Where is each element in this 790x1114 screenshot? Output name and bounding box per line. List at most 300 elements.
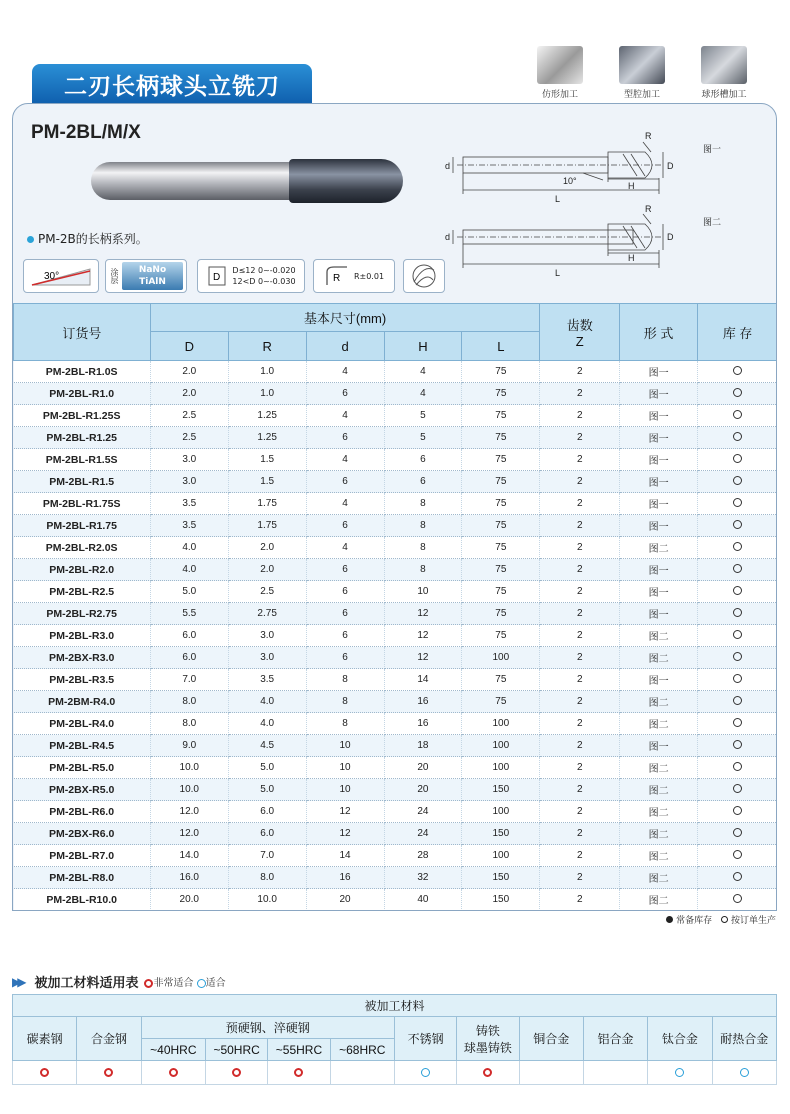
order-circle-icon <box>733 762 742 771</box>
mat-mark-0 <box>13 1061 77 1085</box>
table-row <box>14 383 778 405</box>
fig2-d-label: d <box>445 232 451 242</box>
cell-H: 16 <box>384 713 462 735</box>
col-header-flutes: 齿数 Z <box>540 304 620 361</box>
cell-d: 6 <box>306 581 384 603</box>
cell-R: 10.0 <box>228 889 306 911</box>
table-row <box>14 669 778 691</box>
cell-D: 3.0 <box>150 449 228 471</box>
cell-Z: 2 <box>540 757 620 779</box>
materials-heading: ▶▶ 被加工材料适用表 非常适合 适合 <box>12 974 226 991</box>
double-circle-icon <box>169 1068 178 1077</box>
cell-H: 20 <box>384 779 462 801</box>
cell-Z: 2 <box>540 603 620 625</box>
cell-L: 100 <box>462 845 540 867</box>
cell-stock <box>698 801 777 823</box>
mat-mark-11 <box>712 1061 776 1085</box>
order-circle-icon <box>733 520 742 529</box>
cell-D: 5.0 <box>150 581 228 603</box>
cell-code: PM-2BX-R6.0 <box>14 823 151 845</box>
col-header-dims: 基本尺寸(mm) <box>150 304 539 332</box>
cell-D: 9.0 <box>150 735 228 757</box>
cell-form: 图二 <box>620 757 698 779</box>
cell-stock <box>698 603 777 625</box>
table-row <box>14 801 778 823</box>
fig1-label: 图一 <box>703 144 722 154</box>
product-description: PM-2B的长柄系列。 <box>27 230 148 247</box>
cell-form: 图一 <box>620 471 698 493</box>
single-circle-icon <box>197 979 206 988</box>
cell-Z: 2 <box>540 691 620 713</box>
table-row <box>14 823 778 845</box>
cell-stock <box>698 427 777 449</box>
col-header-d: d <box>306 332 384 361</box>
materials-table <box>12 994 777 1085</box>
cell-D: 2.5 <box>150 427 228 449</box>
table-row <box>14 867 778 889</box>
order-circle-icon <box>733 454 742 463</box>
order-circle-icon <box>733 806 742 815</box>
mat-mark-1 <box>77 1061 141 1085</box>
order-circle-icon <box>733 586 742 595</box>
cell-Z: 2 <box>540 559 620 581</box>
cell-D: 3.0 <box>150 471 228 493</box>
cell-L: 75 <box>462 625 540 647</box>
cell-form: 图二 <box>620 625 698 647</box>
coating-name: NaNo TiAlN <box>122 262 183 290</box>
cell-L: 100 <box>462 713 540 735</box>
mat-col-6: 不锈钢 <box>394 1017 456 1061</box>
cell-form: 图二 <box>620 713 698 735</box>
svg-text:D: D <box>213 272 221 283</box>
order-circle-icon <box>733 894 742 903</box>
cell-H: 16 <box>384 691 462 713</box>
cell-L: 75 <box>462 383 540 405</box>
cell-Z: 2 <box>540 669 620 691</box>
col-header-D: D <box>150 332 228 361</box>
cell-Z: 2 <box>540 361 620 383</box>
cell-D: 3.5 <box>150 515 228 537</box>
table-row <box>14 845 778 867</box>
cell-L: 75 <box>462 581 540 603</box>
cell-L: 75 <box>462 537 540 559</box>
end-mill-head-photo <box>289 159 403 203</box>
cell-code: PM-2BL-R1.5 <box>14 471 151 493</box>
radius-icon <box>324 264 350 288</box>
cell-Z: 2 <box>540 581 620 603</box>
col-header-code: 订货号 <box>14 304 151 361</box>
cell-L: 100 <box>462 757 540 779</box>
cell-code: PM-2BL-R1.25 <box>14 427 151 449</box>
order-circle-icon <box>733 696 742 705</box>
cell-code: PM-2BL-R1.5S <box>14 449 151 471</box>
cell-L: 75 <box>462 427 540 449</box>
cell-stock <box>698 537 777 559</box>
cell-H: 12 <box>384 647 462 669</box>
order-circle-icon <box>733 718 742 727</box>
cell-R: 8.0 <box>228 867 306 889</box>
cell-code: PM-2BL-R7.0 <box>14 845 151 867</box>
fig2-D-label: D <box>667 232 674 242</box>
cell-Z: 2 <box>540 405 620 427</box>
cell-R: 3.5 <box>228 669 306 691</box>
order-circle-icon <box>733 828 742 837</box>
page-title: 二刃长柄球头立铣刀 <box>32 64 312 104</box>
cell-form: 图一 <box>620 361 698 383</box>
order-circle-icon <box>721 916 728 923</box>
cell-stock <box>698 889 777 911</box>
coating-tag: 涂层 <box>110 268 119 284</box>
cell-H: 10 <box>384 581 462 603</box>
cell-d: 20 <box>306 889 384 911</box>
fig1-d-label: d <box>445 161 451 171</box>
cell-code: PM-2BX-R3.0 <box>14 647 151 669</box>
mat-col-9: 铝合金 <box>583 1017 647 1061</box>
cell-L: 75 <box>462 405 540 427</box>
cell-stock <box>698 405 777 427</box>
cell-D: 20.0 <box>150 889 228 911</box>
cell-L: 150 <box>462 889 540 911</box>
cell-d: 4 <box>306 449 384 471</box>
mat-mark-6 <box>394 1061 456 1085</box>
cell-form: 图一 <box>620 603 698 625</box>
contour-machining-icon <box>537 46 583 84</box>
mat-mark-7 <box>457 1061 519 1085</box>
materials-group-header: 被加工材料 <box>13 995 777 1017</box>
cell-Z: 2 <box>540 713 620 735</box>
order-circle-icon <box>733 872 742 881</box>
cell-d: 4 <box>306 493 384 515</box>
cell-code: PM-2BL-R2.0 <box>14 559 151 581</box>
radius-tolerance-badge <box>313 259 395 293</box>
cell-stock <box>698 515 777 537</box>
cell-Z: 2 <box>540 427 620 449</box>
cell-R: 4.0 <box>228 713 306 735</box>
cell-d: 10 <box>306 735 384 757</box>
table-row <box>14 757 778 779</box>
table-row <box>14 405 778 427</box>
cell-code: PM-2BL-R4.5 <box>14 735 151 757</box>
table-row <box>14 493 778 515</box>
cell-d: 6 <box>306 427 384 449</box>
cell-D: 4.0 <box>150 559 228 581</box>
in-stock-dot-icon <box>666 916 673 923</box>
cell-D: 2.5 <box>150 405 228 427</box>
cell-d: 12 <box>306 823 384 845</box>
mat-col-10: 钛合金 <box>648 1017 712 1061</box>
cell-d: 8 <box>306 691 384 713</box>
cell-H: 8 <box>384 537 462 559</box>
col-header-form: 形 式 <box>620 304 698 361</box>
order-circle-icon <box>733 740 742 749</box>
cell-R: 3.0 <box>228 647 306 669</box>
order-circle-icon <box>733 388 742 397</box>
application-contour: 仿形加工 <box>534 46 586 100</box>
cell-stock <box>698 757 777 779</box>
cell-form: 图一 <box>620 449 698 471</box>
materials-marks-row <box>13 1061 777 1085</box>
cell-form: 图二 <box>620 889 698 911</box>
cell-Z: 2 <box>540 823 620 845</box>
cell-H: 6 <box>384 471 462 493</box>
cell-L: 100 <box>462 801 540 823</box>
cell-D: 2.0 <box>150 383 228 405</box>
cell-form: 图二 <box>620 537 698 559</box>
table-row <box>14 603 778 625</box>
double-circle-icon <box>483 1068 492 1077</box>
table-row <box>14 647 778 669</box>
spec-table-body <box>14 361 778 911</box>
cell-R: 1.5 <box>228 449 306 471</box>
table-row <box>14 625 778 647</box>
cell-stock <box>698 845 777 867</box>
cell-D: 16.0 <box>150 867 228 889</box>
fig2-H-label: H <box>628 253 635 263</box>
cell-form: 图一 <box>620 581 698 603</box>
cell-L: 100 <box>462 735 540 757</box>
cell-R: 4.0 <box>228 691 306 713</box>
mat-mark-9 <box>583 1061 647 1085</box>
cell-code: PM-2BL-R1.75 <box>14 515 151 537</box>
coating-badge <box>105 259 187 293</box>
dimension-diagrams <box>423 122 763 282</box>
cell-H: 20 <box>384 757 462 779</box>
order-circle-icon <box>733 674 742 683</box>
mat-col-4: ~55HRC <box>268 1039 330 1061</box>
cell-L: 75 <box>462 471 540 493</box>
cell-Z: 2 <box>540 867 620 889</box>
cell-d: 10 <box>306 779 384 801</box>
table-row <box>14 713 778 735</box>
order-circle-icon <box>733 608 742 617</box>
cell-D: 7.0 <box>150 669 228 691</box>
cell-L: 150 <box>462 823 540 845</box>
table-row <box>14 559 778 581</box>
cell-d: 4 <box>306 405 384 427</box>
cell-Z: 2 <box>540 515 620 537</box>
cell-d: 12 <box>306 801 384 823</box>
cell-D: 14.0 <box>150 845 228 867</box>
fig1-R-label: R <box>645 131 652 141</box>
cell-code: PM-2BL-R10.0 <box>14 889 151 911</box>
cell-stock <box>698 713 777 735</box>
mat-hardened-group: 预硬钢、淬硬钢 <box>141 1017 394 1039</box>
fig1-L-label: L <box>555 194 561 204</box>
fig2-L-label: L <box>555 268 561 278</box>
cell-R: 1.25 <box>228 405 306 427</box>
cell-R: 2.75 <box>228 603 306 625</box>
mat-col-1: 合金钢 <box>77 1017 141 1061</box>
cell-d: 14 <box>306 845 384 867</box>
table-row <box>14 889 778 911</box>
order-circle-icon <box>733 564 742 573</box>
diameter-tolerance-badge <box>197 259 305 293</box>
single-circle-icon <box>740 1068 749 1077</box>
fig1-H-label: H <box>628 181 635 191</box>
cell-d: 4 <box>306 537 384 559</box>
cell-Z: 2 <box>540 625 620 647</box>
order-circle-icon <box>733 498 742 507</box>
mat-mark-8 <box>519 1061 583 1085</box>
mat-col-2: ~40HRC <box>141 1039 205 1061</box>
cell-D: 10.0 <box>150 779 228 801</box>
ball-groove-machining-icon <box>701 46 747 84</box>
cell-R: 1.75 <box>228 493 306 515</box>
cell-R: 6.0 <box>228 801 306 823</box>
cell-code: PM-2BX-R5.0 <box>14 779 151 801</box>
diameter-tolerance-text: D≤12 0~-0.020 12<D 0~-0.030 <box>232 266 296 286</box>
cell-stock <box>698 625 777 647</box>
cell-d: 6 <box>306 515 384 537</box>
mat-mark-3 <box>205 1061 267 1085</box>
cell-D: 2.0 <box>150 361 228 383</box>
cell-R: 1.5 <box>228 471 306 493</box>
order-circle-icon <box>733 652 742 661</box>
cell-d: 4 <box>306 361 384 383</box>
cell-Z: 2 <box>540 383 620 405</box>
table-row <box>14 735 778 757</box>
application-cavity: 型腔加工 <box>616 46 668 100</box>
cell-form: 图一 <box>620 515 698 537</box>
cell-R: 2.0 <box>228 537 306 559</box>
cell-H: 6 <box>384 449 462 471</box>
cell-d: 6 <box>306 383 384 405</box>
cell-Z: 2 <box>540 801 620 823</box>
cell-H: 8 <box>384 559 462 581</box>
cell-stock <box>698 779 777 801</box>
cell-form: 图二 <box>620 867 698 889</box>
cell-form: 图一 <box>620 383 698 405</box>
order-circle-icon <box>733 432 742 441</box>
cell-form: 图一 <box>620 405 698 427</box>
cell-L: 75 <box>462 669 540 691</box>
cell-stock <box>698 867 777 889</box>
col-header-L: L <box>462 332 540 361</box>
single-circle-icon <box>421 1068 430 1077</box>
application-ball-groove: 球形槽加工 <box>698 46 750 100</box>
cell-D: 3.5 <box>150 493 228 515</box>
double-circle-icon <box>104 1068 113 1077</box>
mat-col-0: 碳素钢 <box>13 1017 77 1061</box>
col-header-R: R <box>228 332 306 361</box>
helix-angle-badge <box>23 259 99 293</box>
cell-stock <box>698 647 777 669</box>
cell-D: 5.5 <box>150 603 228 625</box>
svg-text:R: R <box>332 273 341 284</box>
cell-code: PM-2BL-R2.5 <box>14 581 151 603</box>
cell-Z: 2 <box>540 471 620 493</box>
mat-col-3: ~50HRC <box>205 1039 267 1061</box>
cell-form: 图二 <box>620 823 698 845</box>
cell-form: 图一 <box>620 559 698 581</box>
order-circle-icon <box>733 542 742 551</box>
cell-Z: 2 <box>540 845 620 867</box>
order-circle-icon <box>733 850 742 859</box>
mat-col-11: 耐热合金 <box>712 1017 776 1061</box>
cell-d: 16 <box>306 867 384 889</box>
cell-D: 8.0 <box>150 713 228 735</box>
col-header-stock: 库 存 <box>698 304 777 361</box>
cell-stock <box>698 449 777 471</box>
cell-stock <box>698 581 777 603</box>
cell-form: 图一 <box>620 427 698 449</box>
spec-table <box>13 303 777 911</box>
cell-Z: 2 <box>540 493 620 515</box>
mat-mark-10 <box>648 1061 712 1085</box>
cell-d: 6 <box>306 471 384 493</box>
cell-H: 14 <box>384 669 462 691</box>
cell-H: 12 <box>384 603 462 625</box>
cell-Z: 2 <box>540 735 620 757</box>
cell-H: 18 <box>384 735 462 757</box>
series-name: PM-2BL/M/X <box>31 122 141 143</box>
cell-R: 2.0 <box>228 559 306 581</box>
cell-Z: 2 <box>540 779 620 801</box>
cell-stock <box>698 471 777 493</box>
cell-R: 5.0 <box>228 779 306 801</box>
mat-mark-5 <box>330 1061 394 1085</box>
table-row <box>14 427 778 449</box>
order-circle-icon <box>733 366 742 375</box>
order-circle-icon <box>733 410 742 419</box>
cell-code: PM-2BL-R1.0 <box>14 383 151 405</box>
cell-R: 2.5 <box>228 581 306 603</box>
cell-H: 8 <box>384 493 462 515</box>
cell-stock <box>698 493 777 515</box>
cell-form: 图二 <box>620 801 698 823</box>
cell-L: 75 <box>462 449 540 471</box>
cell-D: 8.0 <box>150 691 228 713</box>
cell-Z: 2 <box>540 449 620 471</box>
cell-d: 6 <box>306 647 384 669</box>
cell-H: 32 <box>384 867 462 889</box>
cell-form: 图一 <box>620 493 698 515</box>
cell-H: 24 <box>384 823 462 845</box>
cell-H: 28 <box>384 845 462 867</box>
cell-R: 5.0 <box>228 757 306 779</box>
cell-code: PM-2BL-R6.0 <box>14 801 151 823</box>
cell-stock <box>698 823 777 845</box>
table-row <box>14 361 778 383</box>
cell-Z: 2 <box>540 537 620 559</box>
helix-angle-icon <box>28 263 94 289</box>
col-header-H: H <box>384 332 462 361</box>
order-circle-icon <box>733 630 742 639</box>
fig1-angle-label: 10° <box>563 176 577 186</box>
radius-tolerance-text: R±0.01 <box>353 271 385 281</box>
fig1-D-label: D <box>667 161 674 171</box>
cell-H: 5 <box>384 405 462 427</box>
cell-H: 12 <box>384 625 462 647</box>
table-row <box>14 537 778 559</box>
cell-stock <box>698 559 777 581</box>
cell-H: 40 <box>384 889 462 911</box>
cell-R: 1.75 <box>228 515 306 537</box>
application-icons <box>534 46 750 100</box>
cell-D: 6.0 <box>150 625 228 647</box>
mat-col-7: 铸铁 球墨铸铁 <box>457 1017 519 1061</box>
cell-L: 75 <box>462 493 540 515</box>
cell-L: 75 <box>462 361 540 383</box>
cell-d: 6 <box>306 559 384 581</box>
dimension-drawing <box>423 122 763 282</box>
table-row <box>14 471 778 493</box>
mat-col-5: ~68HRC <box>330 1039 394 1061</box>
cell-form: 图二 <box>620 647 698 669</box>
materials-mark-key: 非常适合 适合 <box>144 974 225 989</box>
cell-d: 6 <box>306 625 384 647</box>
table-row <box>14 515 778 537</box>
